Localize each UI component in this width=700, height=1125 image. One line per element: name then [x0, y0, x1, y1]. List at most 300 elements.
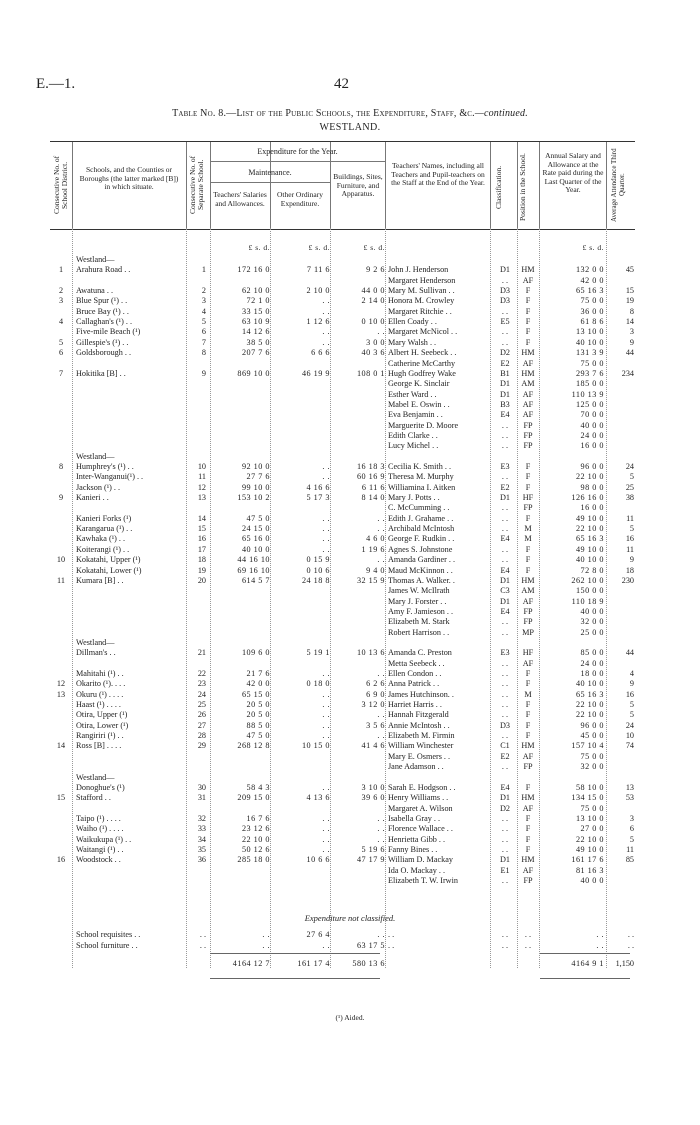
position-value: AF [522, 389, 534, 399]
teacher-name: Metta Seebeck . . [388, 658, 445, 668]
teachers-salaries-value: 285 18 0 [237, 855, 270, 865]
buildings-value: 41 4 6 [361, 741, 385, 751]
salary-value: 150 0 0 [575, 586, 604, 596]
attendance-value: 230 [621, 575, 634, 585]
teachers-salaries-value: 38 5 0 [246, 337, 270, 347]
position-value: F [525, 327, 531, 337]
salary-value: 126 16 0 [571, 493, 604, 503]
other-expenditure-value: . . [322, 534, 330, 544]
table-row [50, 420, 635, 431]
teachers-salaries-value: . . [262, 940, 270, 950]
teacher-name: Mary J. Potts . . [388, 493, 440, 503]
other-expenditure-value: . . [322, 834, 330, 844]
classification-value: D1 [499, 493, 510, 503]
table-row [50, 575, 635, 586]
position-value: . . [524, 940, 532, 950]
position-value: AF [522, 751, 534, 761]
attendance-value: 9 [629, 555, 634, 565]
other-expenditure-value: 7 11 6 [306, 265, 330, 275]
salary-value: 185 0 0 [575, 379, 604, 389]
table-row [50, 533, 635, 544]
attendance-value: 4 [629, 669, 634, 678]
salary-value: 125 0 0 [575, 399, 604, 409]
teachers-salaries-value: 20 5 0 [246, 700, 270, 710]
table-row [50, 958, 635, 969]
table-row [50, 929, 635, 940]
header-other-expenditure: Other Ordinary Expenditure. [276, 190, 324, 208]
teacher-name: John J. Henderson [388, 265, 449, 275]
buildings-value: 39 6 0 [361, 793, 385, 803]
teacher-name: George K. Sinclair [388, 379, 450, 389]
attendance-value: 6 [629, 824, 634, 834]
salary-value: 18 0 0 [580, 669, 604, 678]
salary-value: 85 0 0 [580, 648, 604, 658]
buildings-value: 44 0 0 [361, 286, 385, 296]
teachers-salaries-value: 22 10 0 [241, 834, 270, 844]
salary-value: 27 0 0 [580, 824, 604, 834]
attendance-value: 10 [625, 731, 634, 741]
teacher-name: Marguerite D. Moore [388, 420, 459, 430]
header-maintenance: Maintenance. [248, 168, 292, 177]
classification-value: . . [501, 430, 509, 440]
position-value: AF [522, 865, 534, 875]
classification-value: E1 [500, 865, 510, 875]
attendance-value: 18 [625, 565, 634, 575]
classification-value: . . [501, 420, 509, 430]
attendance-value: 74 [625, 741, 634, 751]
position-value: AM [521, 586, 535, 596]
teachers-salaries-value: 42 0 0 [246, 679, 270, 689]
other-expenditure-value: 27 6 4 [306, 930, 330, 939]
header-buildings: Buildings, Sites, Furniture, and Apparatus. [333, 172, 383, 199]
teacher-name: Agnes S. Johnstone [388, 544, 453, 554]
attendance-value: 5 [629, 700, 634, 710]
school-number: 1 [201, 265, 206, 275]
position-value: F [525, 472, 531, 482]
salary-value: 75 0 0 [580, 296, 604, 306]
classification-value: . . [501, 876, 509, 885]
classification-value: . . [501, 627, 509, 637]
classification-value: E5 [500, 317, 510, 327]
table-row [50, 720, 635, 731]
table-row [50, 627, 635, 638]
classification-value: D3 [499, 720, 510, 730]
teachers-salaries-value: 153 10 2 [237, 493, 270, 503]
buildings-value: 5 19 6 [361, 844, 385, 854]
teachers-salaries-value: 21 7 6 [246, 669, 270, 678]
page-header-left: E.—1. [36, 76, 76, 92]
district-number: 4 [58, 317, 64, 327]
teacher-name: William Winchester [388, 741, 454, 751]
table-row [50, 275, 635, 286]
position-value: MP [522, 627, 534, 637]
school-name: Goldsborough . . [76, 348, 132, 358]
classification-value: D1 [499, 265, 510, 275]
table-row [50, 709, 635, 720]
position-value: F [525, 555, 531, 565]
table-row [50, 523, 635, 534]
position-value: F [525, 482, 531, 492]
teachers-salaries-value: 268 12 8 [237, 741, 270, 751]
school-number: 4 [201, 306, 206, 316]
salary-value: 22 10 0 [575, 710, 604, 720]
school-name: Gillespie's (¹) . . [76, 337, 129, 347]
school-number: 26 [197, 710, 206, 720]
buildings-value: . . [377, 524, 385, 534]
table-row [50, 834, 635, 845]
teachers-salaries-value: 207 7 6 [241, 348, 270, 358]
position-value: FP [523, 503, 533, 513]
district-number: 15 [56, 793, 66, 803]
teachers-salaries-value: 62 10 0 [241, 286, 270, 296]
teacher-name: Anna Patrick . . [388, 679, 440, 689]
teachers-salaries-value: 614 5 7 [241, 575, 270, 585]
table-row [50, 678, 635, 689]
teacher-name: . . [388, 940, 395, 950]
position-value: FP [523, 420, 533, 430]
other-expenditure-value: 10 6 6 [306, 855, 330, 865]
position-value: F [525, 296, 531, 306]
school-number: 21 [197, 648, 206, 658]
position-value: F [525, 700, 531, 710]
teacher-name: Esther Ward . . [388, 389, 437, 399]
school-number: 32 [197, 813, 206, 823]
school-number: 22 [197, 669, 206, 678]
classification-value: D2 [499, 803, 510, 813]
table-row [50, 337, 635, 348]
school-number: 18 [197, 555, 206, 565]
position-value: HM [521, 368, 535, 378]
school-name: Inter-Wanganui(¹) . . [76, 472, 144, 482]
classification-value: . . [501, 658, 509, 668]
buildings-value: 32 15 9 [356, 575, 385, 585]
classification-value: . . [501, 544, 509, 554]
teacher-name: Mary J. Forster . . [388, 596, 447, 606]
position-value: AF [522, 658, 534, 668]
other-expenditure-value: . . [322, 700, 330, 710]
teacher-name: James W. McIlrath [388, 586, 450, 596]
salary-value: 32 0 0 [580, 762, 604, 772]
school-name: Arahura Road . . [76, 265, 131, 275]
header-schools: Schools, and the Counties or Boroughs (the latter marked [B]) in which situate. [79, 165, 179, 192]
classification-value: D1 [499, 575, 510, 585]
table-row [50, 368, 635, 379]
table-row [50, 264, 635, 275]
other-expenditure-value: . . [322, 296, 330, 306]
school-name: Westland— [76, 451, 115, 461]
salary-value: 49 10 0 [575, 544, 604, 554]
other-expenditure-value: 24 18 8 [301, 575, 330, 585]
school-number: 6 [201, 327, 206, 337]
buildings-value: . . [377, 731, 385, 741]
classification-value: . . [501, 275, 509, 285]
attendance-value: 44 [625, 648, 634, 658]
position-value: . . [524, 930, 532, 939]
teachers-salaries-value: 63 10 9 [241, 317, 270, 327]
attendance-value: 14 [625, 317, 634, 327]
teacher-name: . . [388, 930, 395, 939]
teacher-name: James Hutchinson. . [388, 689, 454, 699]
teacher-name: Isabella Gray . . [388, 813, 441, 823]
position-value: HM [521, 575, 535, 585]
classification-value: E4 [500, 410, 510, 420]
district-number: 10 [56, 555, 66, 565]
school-number: . . [199, 930, 206, 939]
salary-value: 96 0 0 [580, 720, 604, 730]
school-name: School furniture . . [76, 940, 138, 950]
table-row [50, 295, 635, 306]
school-name: Kanieri . . [76, 493, 109, 503]
teacher-name: William D. Mackay [388, 855, 453, 865]
teachers-salaries-value: . . [262, 930, 270, 939]
school-number: 11 [198, 472, 206, 482]
teacher-name: Mary Walsh . . [388, 337, 437, 347]
classification-value: . . [501, 834, 509, 844]
teacher-name: Henry Williams . . [388, 793, 449, 803]
school-name: Westland— [76, 772, 115, 782]
classification-value: . . [501, 731, 509, 741]
attendance-value: 53 [625, 793, 634, 803]
salary-value: 96 0 0 [580, 462, 604, 471]
table-body [50, 228, 635, 968]
district-number: 12 [56, 679, 66, 689]
buildings-value: 6 9 0 [366, 689, 385, 699]
teachers-salaries-value: 65 15 0 [241, 689, 270, 699]
table-row [50, 647, 635, 658]
header-attendance: Average Attendance Third Quarter. [610, 148, 626, 222]
classification-value: . . [501, 441, 509, 451]
position-value: AF [522, 596, 534, 606]
district-number: 11 [57, 575, 65, 585]
position-value: F [525, 720, 531, 730]
school-number: 27 [197, 720, 206, 730]
school-name: Karangarua (¹) . . [76, 524, 133, 534]
total-attendance: 1,150 [615, 959, 634, 968]
district-number: 8 [58, 462, 64, 471]
salary-value: 61 8 6 [580, 317, 604, 327]
attendance-value: . . [627, 930, 634, 939]
table-header [50, 141, 635, 230]
header-position: Position in the School. [518, 153, 527, 221]
other-expenditure-value: . . [322, 940, 330, 950]
school-number: 12 [197, 482, 206, 492]
other-expenditure-value: 10 15 0 [301, 741, 330, 751]
school-number: 20 [197, 575, 206, 585]
salary-value: 293 7 6 [575, 368, 604, 378]
classification-value: E4 [500, 565, 510, 575]
teachers-salaries-value: 209 15 0 [237, 793, 270, 803]
position-value: F [525, 731, 531, 741]
district-name: WESTLAND. [319, 122, 381, 133]
teacher-name: Sarah E. Hodgson . . [388, 782, 456, 792]
school-name: Kawhaka (¹) . . [76, 534, 126, 544]
salary-value: 134 15 0 [571, 793, 604, 803]
school-name: Bruce Bay (¹) . . [76, 306, 129, 316]
classification-value: . . [501, 472, 509, 482]
other-expenditure-value: . . [322, 337, 330, 347]
district-number: 13 [56, 689, 66, 699]
salary-value: 25 0 0 [580, 627, 604, 637]
school-number: 28 [197, 731, 206, 741]
table-row [50, 637, 635, 648]
attendance-value: 9 [629, 337, 634, 347]
position-value: F [525, 337, 531, 347]
classification-value: . . [501, 762, 509, 772]
classification-value: D1 [499, 793, 510, 803]
table-row [50, 285, 635, 296]
school-number: 16 [197, 534, 206, 544]
teacher-name: Jane Adamson . . [388, 762, 444, 772]
teacher-name: Robert Harrison . . [388, 627, 450, 637]
other-expenditure-value: 1 12 6 [306, 317, 330, 327]
page-number: 42 [334, 76, 349, 92]
table-row [50, 409, 635, 420]
table-row [50, 761, 635, 772]
salary-value: 24 0 0 [580, 430, 604, 440]
table-row [50, 451, 635, 462]
buildings-value: . . [377, 813, 385, 823]
attendance-value: 5 [629, 524, 634, 534]
classification-value: D3 [499, 296, 510, 306]
school-number: 36 [197, 855, 206, 865]
school-number: 31 [197, 793, 206, 803]
classification-value: E3 [500, 462, 510, 471]
buildings-value: 40 3 6 [361, 348, 385, 358]
teacher-name: Harriet Harris . . [388, 700, 442, 710]
classification-value: . . [501, 513, 509, 523]
attendance-value: 25 [625, 482, 634, 492]
teacher-name: Elizabeth M. Stark [388, 617, 450, 627]
table-row [50, 844, 635, 855]
buildings-value: . . [377, 930, 385, 939]
classification-value: . . [501, 555, 509, 565]
teacher-name: Archibald McIntosh [388, 524, 455, 534]
header-salary: Annual Salary and Allowance at the Rate paid during the Last Quarter of the Year. [542, 151, 604, 195]
other-expenditure-value: 0 10 6 [306, 565, 330, 575]
teacher-name: Hannah Fitzgerald [388, 710, 449, 720]
salary-value: 22 10 0 [575, 472, 604, 482]
classification-value: E3 [500, 648, 510, 658]
classification-value: . . [501, 327, 509, 337]
other-expenditure-value: . . [322, 306, 330, 316]
teacher-name: Thomas A. Walker. . [388, 575, 455, 585]
header-teachers-names: Teachers' Names, including all Teachers and Pupil-teachers on the Staff at the End of the Year. [391, 161, 485, 188]
classification-value: . . [501, 940, 509, 950]
district-number: 16 [56, 855, 66, 865]
position-value: AF [522, 803, 534, 813]
other-expenditure-value: 5 19 1 [306, 648, 330, 658]
district-number: 1 [58, 265, 64, 275]
table-row [50, 875, 635, 886]
position-value: FP [523, 441, 533, 451]
salary-value: 75 0 0 [580, 358, 604, 368]
teacher-name: Honora M. Crowley [388, 296, 455, 306]
district-number: 7 [58, 368, 64, 378]
other-expenditure-value: . . [322, 513, 330, 523]
other-expenditure-value: . . [322, 462, 330, 471]
position-value: FP [523, 606, 533, 616]
buildings-value: . . [377, 824, 385, 834]
table-row [50, 616, 635, 627]
position-value: AF [522, 275, 534, 285]
teacher-name: Mary M. Sullivan . . [388, 286, 455, 296]
other-expenditure-value: . . [322, 813, 330, 823]
attendance-value: 11 [626, 513, 634, 523]
salary-value: 98 0 0 [580, 482, 604, 492]
position-value: HM [521, 348, 535, 358]
buildings-value: 63 17 5 [356, 940, 385, 950]
school-name: Hokitika [B] . . [76, 368, 126, 378]
buildings-value: . . [377, 669, 385, 678]
teacher-name: Amy F. Jamieson . . [388, 606, 454, 616]
table-row [50, 565, 635, 576]
attendance-value: 44 [625, 348, 634, 358]
other-expenditure-value: 0 15 9 [306, 555, 330, 565]
other-expenditure-value: . . [322, 544, 330, 554]
attendance-value: 85 [625, 855, 634, 865]
salary-value: 58 10 0 [575, 782, 604, 792]
unclassified-label: Expenditure not classified. [304, 913, 396, 923]
classification-value: E2 [500, 751, 510, 761]
attendance-value: 11 [626, 844, 634, 854]
teacher-name: Ellen Coady . . [388, 317, 437, 327]
school-name: Westland— [76, 255, 115, 264]
school-number: 7 [201, 337, 206, 347]
school-number: 5 [201, 317, 206, 327]
salary-value: . . [596, 940, 604, 950]
classification-value: D1 [499, 389, 510, 399]
school-number: 34 [197, 834, 206, 844]
teachers-salaries-value: 72 1 0 [246, 296, 270, 306]
salary-value: 65 16 3 [575, 689, 604, 699]
buildings-value: 60 16 9 [356, 472, 385, 482]
teacher-name: George F. Rudkin . . [388, 534, 455, 544]
school-name: Okarito (¹). . . . [76, 679, 126, 689]
salary-value: 40 10 0 [575, 555, 604, 565]
classification-value: B3 [500, 399, 510, 409]
salary-value: 110 18 9 [571, 596, 604, 606]
total-salary: 4164 9 1 [571, 959, 604, 968]
position-value: HM [521, 793, 535, 803]
table-row [50, 326, 635, 337]
school-name: Callaghan's (¹) . . [76, 317, 132, 327]
classification-value: C1 [500, 741, 510, 751]
position-value: AF [522, 358, 534, 368]
school-name: Kanieri Forks (¹) [76, 513, 132, 523]
table-row [50, 751, 635, 762]
classification-value: . . [501, 689, 509, 699]
table-row [50, 813, 635, 824]
teachers-salaries-value: 20 5 0 [246, 710, 270, 720]
attendance-value: 19 [625, 296, 634, 306]
school-name: Waitangi (¹) . . [76, 844, 124, 854]
total-teachers-salaries: 4164 12 7 [232, 959, 270, 968]
table-row [50, 471, 635, 482]
school-name: Humphrey's (¹) . . [76, 462, 134, 471]
table-row [50, 306, 635, 317]
school-number: 33 [197, 824, 206, 834]
other-expenditure-value: . . [322, 327, 330, 337]
school-name: Donoghue's (¹) [76, 782, 125, 792]
teacher-name: Margaret A. Wilson [388, 803, 453, 813]
classification-value: D1 [499, 855, 510, 865]
school-number: 25 [197, 700, 206, 710]
buildings-value: 9 2 6 [366, 265, 385, 275]
position-value: F [525, 844, 531, 854]
lsd-label: £ s. d. [248, 243, 270, 252]
school-name: Rangiriri (¹) . . [76, 731, 124, 741]
attendance-value: 13 [625, 782, 634, 792]
